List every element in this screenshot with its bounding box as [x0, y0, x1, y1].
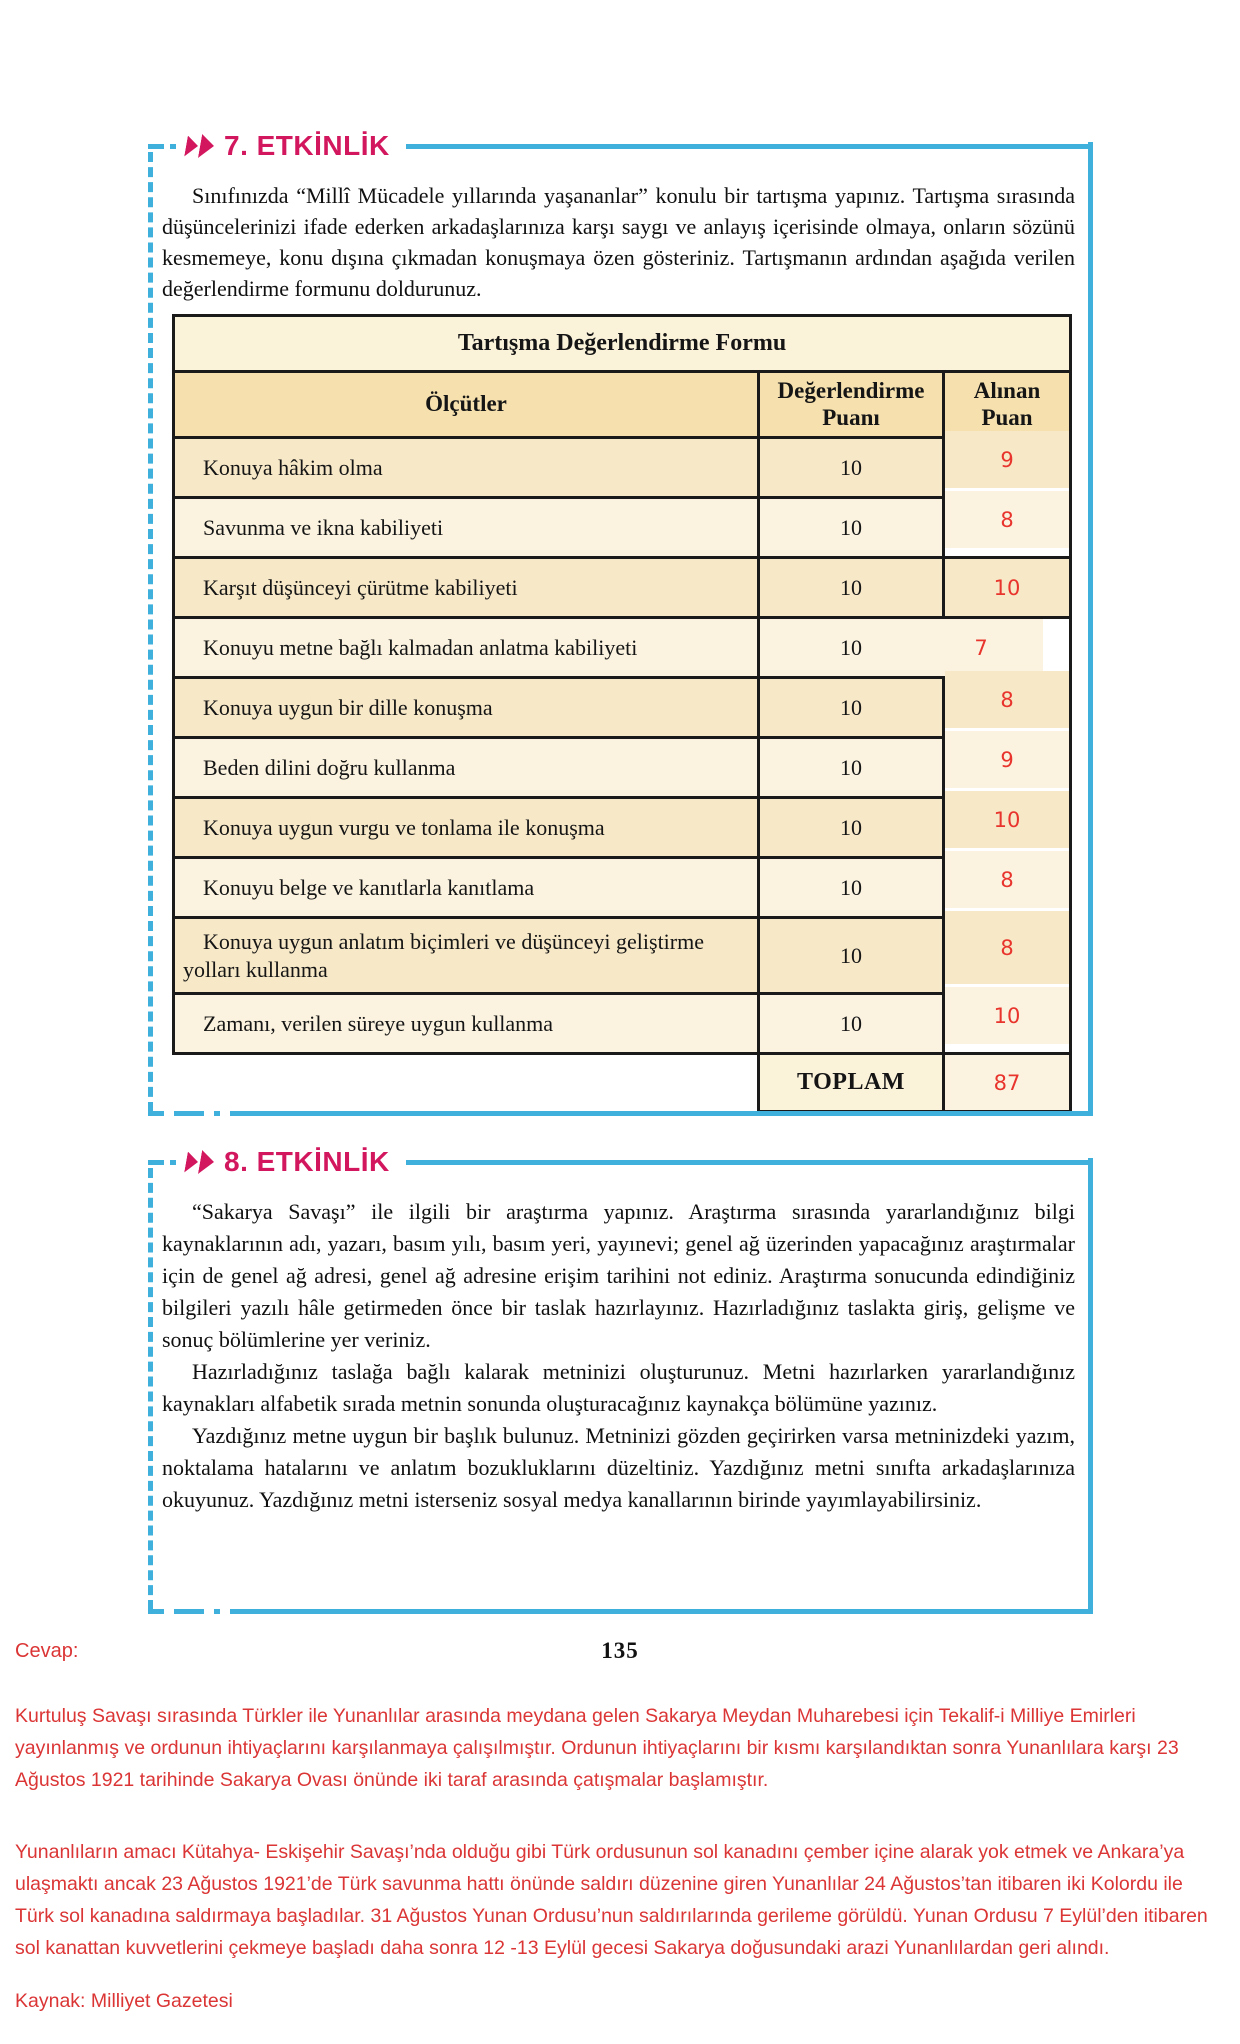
activity-8-paragraph: Yazdığınız metne uygun bir başlık bulunuz. Metninizi gözden geçirirken varsa metninizdeki yazım, noktalama hatalarını ve anlatım bozukluklarını düzeltiniz. Yazdığınız metni sınıfta arkadaşlarınıza okuyunuz. Yazdığınız metni isterseniz sosyal medya kanallarının birinde yayımlayabilirsiniz. — [162, 1423, 1075, 1512]
form-title: Tartışma Değerlendirme Formu — [174, 316, 1071, 372]
max-score-cell: 10 — [759, 618, 944, 678]
fast-forward-icon — [184, 134, 216, 158]
evaluation-form-table — [172, 314, 1072, 1113]
criterion-cell: Konuya uygun anlatım biçimleri ve düşünceyi geliştirme yolları kullanma — [174, 918, 759, 994]
box-right-border — [1088, 1158, 1093, 1614]
column-header-earned-score: Alınan Puan — [944, 372, 1071, 438]
corner-dash-icon — [148, 144, 176, 149]
activity-7-section — [148, 126, 1093, 1116]
criterion-cell: Konuya hâkim olma — [174, 438, 759, 498]
activity-8-body — [148, 1182, 1093, 1516]
criterion-cell: Karşıt düşünceyi çürütme kabiliyeti — [174, 558, 759, 618]
criterion-cell: Zamanı, verilen süreye uygun kullanma — [174, 994, 759, 1054]
max-score-cell: 10 — [759, 678, 944, 738]
earned-score-cell: 8 — [944, 670, 1071, 730]
header-rule — [406, 1160, 1093, 1165]
answer-paragraph: Kurtuluş Savaşı sırasında Türkler ile Yunanlılar arasında meydana gelen Sakarya Meydan Muharebesi için Tekalif-i Milliye Emirleri yayınlanmış ve ordunun ihtiyaçlarını karşılanmaya çalışılmıştır. Ordunun ihtiyaçlarını bir kısmı karşılandıktan sonra Yunanlılara karşı 23 Ağustos 1921 tarihinde Sakarya Ovası önünde iki taraf arasında çatışmalar başlamıştır. — [15, 1705, 1179, 1791]
activity-7-header — [148, 126, 1093, 166]
header-rule — [406, 144, 1093, 149]
page-number: 135 — [601, 1638, 639, 1663]
answer-header-row — [15, 1638, 1225, 1672]
earned-score-cell: 8 — [944, 910, 1071, 986]
box-left-dashed-border — [148, 152, 153, 1112]
corner-dash-icon — [148, 1160, 176, 1165]
activity-7-body — [148, 166, 1093, 1113]
earned-score-cell: 10 — [944, 558, 1071, 618]
earned-score-cell: 7 — [918, 618, 1045, 678]
activity-8-paragraph: Hazırladığınız taslağa bağlı kalarak metninizi oluşturunuz. Metni hazırlarken yararlandığınız kaynakları alfabetik sırada metnin sonunda oluşturacağınız kaynakça bölümüne yazınız. — [162, 1359, 1075, 1416]
earned-score-cell: 8 — [944, 850, 1071, 910]
max-score-cell: 10 — [759, 438, 944, 498]
criterion-cell: Savunma ve ikna kabiliyeti — [174, 498, 759, 558]
activity-8-header — [148, 1142, 1093, 1182]
earned-score-cell: 8 — [944, 490, 1071, 550]
max-score-cell: 10 — [759, 918, 944, 994]
criterion-cell: Konuya uygun vurgu ve tonlama ile konuşma — [174, 798, 759, 858]
total-score-cell: 87 — [944, 1054, 1071, 1112]
box-right-border — [1088, 142, 1093, 1116]
max-score-cell: 10 — [759, 994, 944, 1054]
earned-score-cell: 9 — [944, 430, 1071, 490]
column-header-criteria: Ölçütler — [174, 372, 759, 438]
activity-7-instructions: Sınıfınızda “Millî Mücadele yıllarında yaşananlar” konulu bir tartışma yapınız. Tartışma sırasında düşüncelerinizi ifade ederken arkadaşlarınıza karşı saygı ve anlayış içerisinde olmaya, onların sözünü kesmemeye, konu dışına çıkmadan konuşmaya özen gösteriniz. Tartışmanın ardından aşağıda verilen değerlendirme formunu doldurunuz. — [162, 183, 1075, 301]
earned-score-cell: 10 — [944, 790, 1071, 850]
earned-score-cell: 9 — [944, 730, 1071, 790]
empty-cell — [174, 1054, 759, 1112]
activity-8-section — [148, 1142, 1093, 1614]
answer-section — [15, 1638, 1225, 2013]
activity-7-title: 7. ETKİNLİK — [224, 130, 390, 161]
max-score-cell: 10 — [759, 798, 944, 858]
answer-paragraph: Yunanlıların amacı Kütahya- Eskişehir Savaşı’nda olduğu gibi Türk ordusunun sol kanadını çember içine alarak yok etmek ve Ankara’ya ulaşmaktı ancak 23 Ağustos 1921’de Türk savunma hattı önünde saldırı düzenine giren Yunanlılar 24 Ağustos’tan itibaren iki Kolordu ile Türk sol kanadına saldırmaya başladılar. 31 Ağustos Yunan Ordusu’nun saldırılarında gerileme görüldü. Yunan Ordusu 7 Eylül’den itibaren sol kanattan kuvvetlerini çekmeye başladı daha sonra 12 -13 Eylül gecesi Sakarya doğusundaki arazi Yunanlılardan geri alındı. — [15, 1841, 1208, 1959]
criterion-cell: Konuyu metne bağlı kalmadan anlatma kabiliyeti — [174, 618, 759, 678]
criterion-cell: Konuyu belge ve kanıtlarla kanıtlama — [174, 858, 759, 918]
total-label-cell: TOPLAM — [759, 1054, 944, 1112]
box-left-dashed-border — [148, 1168, 153, 1610]
earned-score-cell: 10 — [944, 986, 1071, 1046]
answer-label: Cevap: — [15, 1640, 79, 1662]
box-bottom-border — [148, 1609, 1093, 1614]
fast-forward-icon — [184, 1150, 216, 1174]
max-score-cell: 10 — [759, 498, 944, 558]
criterion-cell: Beden dilini doğru kullanma — [174, 738, 759, 798]
activity-8-title: 8. ETKİNLİK — [224, 1146, 390, 1177]
max-score-cell: 10 — [759, 558, 944, 618]
column-header-evaluation-score: Değerlendirme Puanı — [759, 372, 944, 438]
box-bottom-border — [148, 1111, 1093, 1116]
criterion-cell: Konuya uygun bir dille konuşma — [174, 678, 759, 738]
max-score-cell: 10 — [759, 858, 944, 918]
activity-8-paragraph: “Sakarya Savaşı” ile ilgili bir araştırma yapınız. Araştırma sırasında yararlandığınız bilgi kaynaklarının adı, yazarı, basım yılı, basım yeri, yayınevi; genel ağ üzerinden yapacağınız araştırmalar için de genel ağ adresi, genel ağ adresine erişim tarihini not ediniz. Araştırma sonucunda edindiğiniz bilgileri yazılı hâle getirmeden önce bir taslak hazırlayınız. Hazırladığınız taslakta giriş, gelişme ve sonuç bölümlerine yer veriniz. — [162, 1199, 1075, 1352]
max-score-cell: 10 — [759, 738, 944, 798]
answer-source: Kaynak: Milliyet Gazetesi — [15, 1990, 233, 2012]
